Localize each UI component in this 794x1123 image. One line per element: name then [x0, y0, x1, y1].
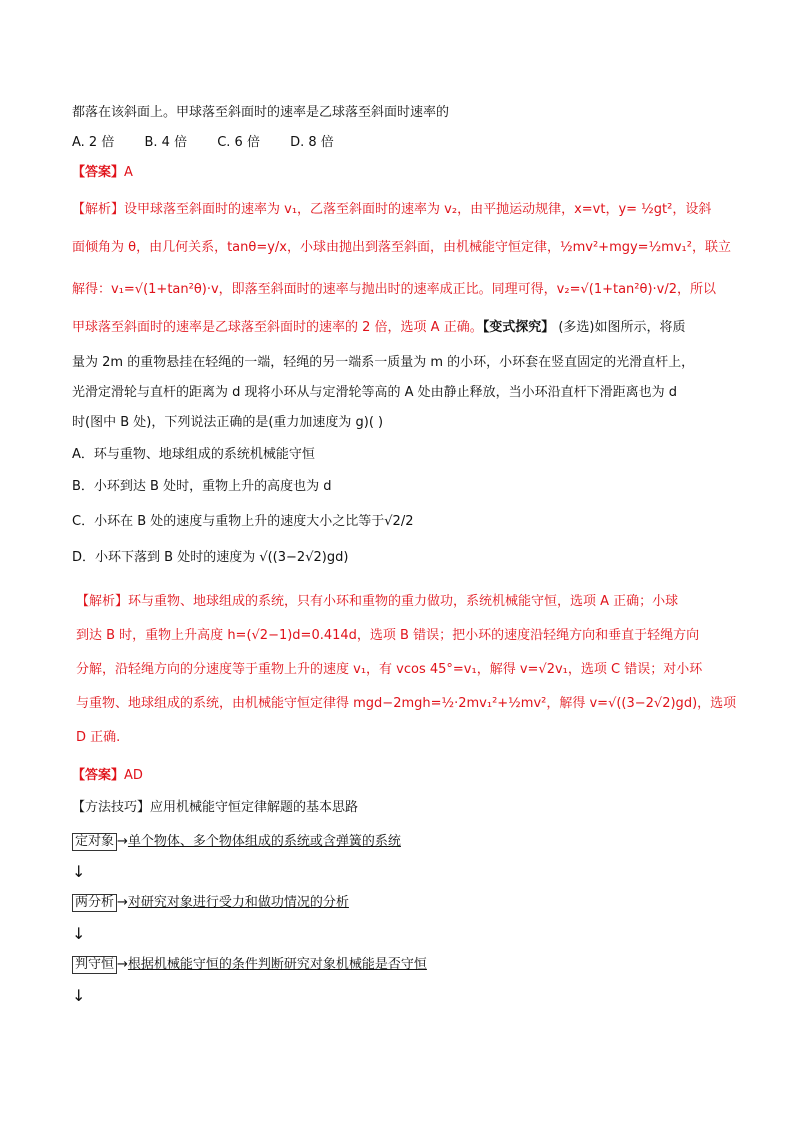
down-arrow-icon: ↓	[72, 924, 86, 943]
variant-line-3: 时(图中 B 处)，下列说法正确的是(重力加速度为 g)( )	[72, 415, 384, 430]
down-arrow-icon: ↓	[72, 862, 86, 881]
analysis-1-line-2: 面倾角为 θ，由几何关系，tanθ=y/x，小球由抛出到落至斜面，由机械能守恒定律，½mv²+mgy=½mv₁²，联立	[72, 240, 731, 255]
answer-1-value: A	[124, 165, 133, 180]
flow-step-1-text: 单个物体、多个物体组成的系统或含弹簧的系统	[127, 834, 401, 849]
right-arrow-icon: →	[117, 895, 128, 910]
analysis-1-line-4	[72, 318, 686, 338]
right-arrow-icon: →	[117, 957, 128, 972]
variant-option-a: A．环与重物、地球组成的系统机械能守恒	[72, 447, 315, 462]
flow-step-2-text: 对研究对象进行受力和做功情况的分析	[127, 895, 349, 910]
answer-1-tag: 【答案】	[72, 165, 125, 180]
answer-1	[72, 163, 133, 183]
option-c: C. 6 倍	[217, 135, 260, 150]
flow-step-3-text: 根据机械能守恒的条件判断研究对象机械能是否守恒	[127, 957, 427, 972]
analysis-2-line-4: 与重物、地球组成的系统，由机械能守恒定律得 mgd−2mgh=½·2mv₁²+½mv²，解得 v=√((3−2√2)gd)，选项	[76, 696, 737, 711]
answer-2-value: AD	[124, 768, 143, 783]
analysis-2-line-1: 【解析】环与重物、地球组成的系统，只有小环和重物的重力做功，系统机械能守恒，选项 A 正确；小球	[76, 594, 679, 609]
analysis-1-line-3: 解得：v₁=√(1+tan²θ)·v，即落至斜面时的速率与抛出时的速率成正比。同理可得，v₂=√(1+tan²θ)·v/2，所以	[72, 282, 717, 297]
variant-line-2: 光滑定滑轮与直杆的距离为 d 现将小环从与定滑轮等高的 A 处由静止释放，当小环沿直杆下滑距离也为 d	[72, 385, 678, 400]
variant-option-b: B．小环到达 B 处时，重物上升的高度也为 d	[72, 479, 332, 494]
analysis-1-line-4-text: 甲球落至斜面时的速率是乙球落至斜面时的速率的 2 倍，选项 A 正确。	[72, 320, 483, 335]
option-b: B. 4 倍	[144, 135, 188, 150]
answer-2	[72, 766, 143, 786]
flow-step-3-key: 判守恒	[72, 956, 117, 974]
answer-2-tag: 【答案】	[72, 768, 125, 783]
question-intro: 都落在该斜面上。甲球落至斜面时的速率是乙球落至斜面时速率的	[72, 105, 450, 120]
variant-title: 【变式探究】	[482, 320, 555, 335]
option-d: D. 8 倍	[290, 135, 334, 150]
option-a: A. 2 倍	[72, 135, 115, 150]
variant-option-d: D．小环下落到 B 处时的速度为 √((3−2√2)gd)	[72, 550, 349, 565]
analysis-2-line-5: D 正确.	[76, 730, 121, 745]
flow-step-1-key: 定对象	[72, 833, 117, 851]
right-arrow-icon: →	[117, 834, 128, 849]
flow-step-2	[72, 893, 349, 913]
variant-line-1: 量为 2m 的重物悬挂在轻绳的一端，轻绳的另一端系一质量为 m 的小环，小环套在竖直固定的光滑直杆上，	[72, 355, 695, 370]
flow-step-3	[72, 955, 427, 975]
down-arrow-icon: ↓	[72, 986, 86, 1005]
question-options	[72, 133, 360, 153]
analysis-2-line-2: 到达 B 时，重物上升高度 h=(√2−1)d=0.414d，选项 B 错误；把小环的速度沿轻绳方向和垂直于轻绳方向	[76, 628, 700, 643]
variant-tail: (多选)如图所示，将质	[554, 320, 686, 335]
analysis-2-line-3: 分解，沿轻绳方向的分速度等于重物上升的速度 v₁，有 vcos 45°=v₁，解得 v=√2v₁，选项 C 错误；对小环	[76, 662, 703, 677]
flow-step-2-key: 两分析	[72, 894, 117, 912]
flow-step-1	[72, 832, 401, 852]
variant-option-c: C．小环在 B 处的速度与重物上升的速度大小之比等于√2/2	[72, 514, 414, 529]
method-title: 【方法技巧】应用机械能守恒定律解题的基本思路	[72, 800, 359, 815]
analysis-1-line-1: 【解析】设甲球落至斜面时的速率为 v₁，乙落至斜面时的速率为 v₂，由平抛运动规律，x=vt，y= ½gt²，设斜	[72, 202, 712, 217]
